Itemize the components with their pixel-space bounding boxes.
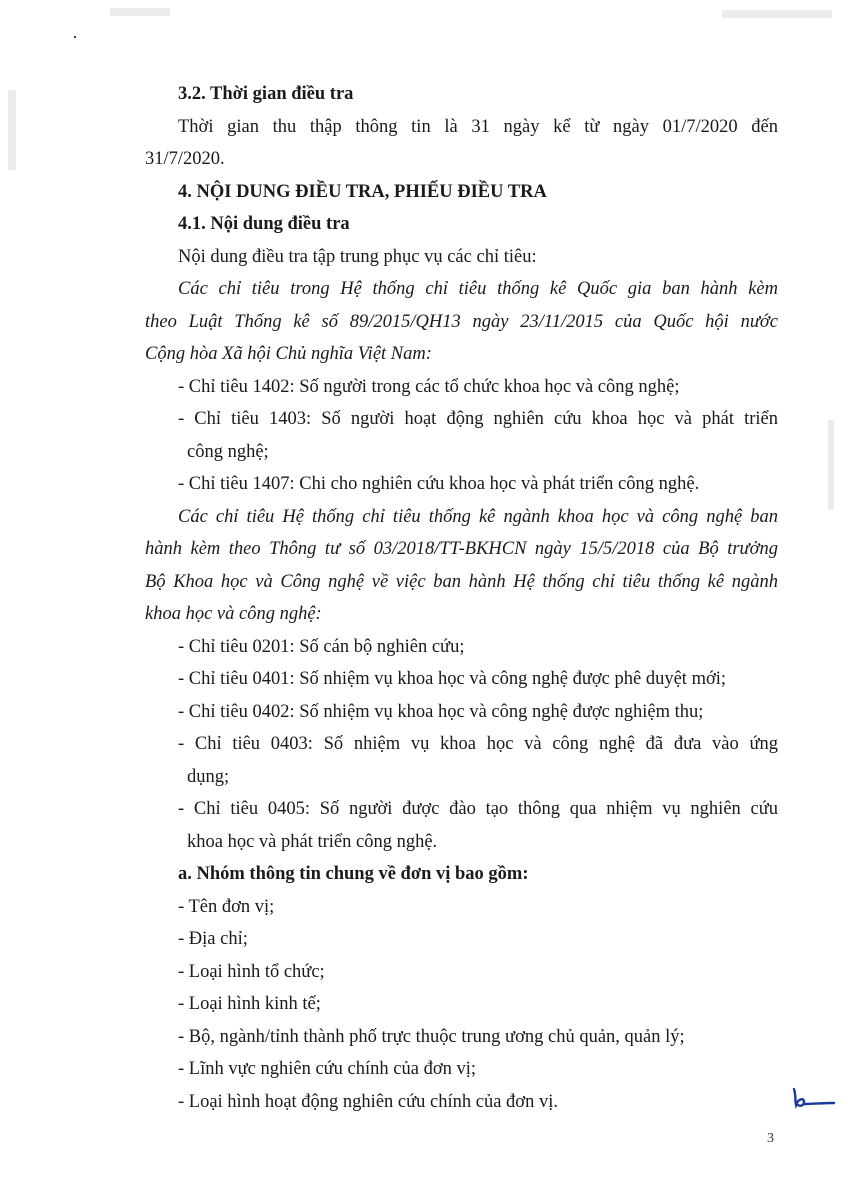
section-4-title: 4. NỘI DUNG ĐIỀU TRA, PHIẾU ĐIỀU TRA [178,181,547,202]
list-item: - Loại hình kinh tế; [178,994,321,1014]
section-a-title: a. Nhóm thông tin chung về đơn vị bao gồm: [178,864,529,884]
list-item: - Chỉ tiêu 0401: Số nhiệm vụ khoa học và công nghệ được phê duyệt mới; [178,669,727,689]
list-item: - Chỉ tiêu 0405: Số người được đào tạo thông qua nhiệm vụ nghiên cứu [178,799,778,819]
initial-signature [790,1085,836,1111]
scan-speck [74,36,76,38]
italic-paragraph: Bộ Khoa học và Công nghệ về việc ban hành Hệ thống chỉ tiêu thống kê ngành [145,571,778,592]
list-item: - Loại hình tổ chức; [178,961,325,982]
list-item: - Địa chỉ; [178,929,248,949]
list-item-continuation: công nghệ; [187,441,269,462]
paragraph: Nội dung điều tra tập trung phục vụ các chỉ tiêu: [178,246,537,267]
section-3-2-title: 3.2. Thời gian điều tra [178,84,354,104]
italic-paragraph: Các chỉ tiêu trong Hệ thống chỉ tiêu thống kê Quốc gia ban hành kèm [178,279,778,299]
italic-paragraph: Cộng hòa Xã hội Chủ nghĩa Việt Nam: [145,344,432,364]
scan-speck [722,10,832,18]
list-item: - Bộ, ngành/tỉnh thành phố trực thuộc trung ương chủ quản, quản lý; [178,1026,685,1047]
list-item: - Chỉ tiêu 1402: Số người trong các tổ chức khoa học và công nghệ; [178,376,680,397]
list-item: - Chỉ tiêu 0201: Số cán bộ nghiên cứu; [178,636,465,657]
paragraph: 31/7/2020. [145,149,225,169]
list-item: - Loại hình hoạt động nghiên cứu chính của đơn vị. [178,1091,558,1112]
scan-speck [110,8,170,16]
list-item: - Chỉ tiêu 0403: Số nhiệm vụ khoa học và công nghệ đã đưa vào ứng [178,734,778,754]
italic-paragraph: Các chỉ tiêu Hệ thống chỉ tiêu thống kê ngành khoa học và công nghệ ban [178,506,778,527]
list-item: - Chỉ tiêu 1407: Chi cho nghiên cứu khoa học và phát triển công nghệ. [178,474,700,494]
scan-speck [828,420,834,510]
list-item: - Chỉ tiêu 0402: Số nhiệm vụ khoa học và công nghệ được nghiệm thu; [178,701,704,722]
italic-paragraph: hành kèm theo Thông tư số 03/2018/TT-BKHCN ngày 15/5/2018 của Bộ trưởng [145,539,778,559]
document-body [145,78,778,1118]
italic-paragraph: theo Luật Thống kê số 89/2015/QH13 ngày 23/11/2015 của Quốc hội nước [145,311,778,332]
paragraph: Thời gian thu thập thông tin là 31 ngày kể từ ngày 01/7/2020 đến [178,116,778,137]
page-number: 3 [767,1131,774,1146]
italic-paragraph: khoa học và công nghệ: [145,604,322,624]
list-item: - Tên đơn vị; [178,896,275,917]
list-item-continuation: dụng; [187,766,230,787]
list-item: - Lĩnh vực nghiên cứu chính của đơn vị; [178,1059,477,1079]
list-item: - Chỉ tiêu 1403: Số người hoạt động nghiên cứu khoa học và phát triển [178,409,778,429]
scan-speck [8,90,16,170]
list-item-continuation: khoa học và phát triển công nghệ. [187,831,438,852]
section-4-1-title: 4.1. Nội dung điều tra [178,214,350,234]
